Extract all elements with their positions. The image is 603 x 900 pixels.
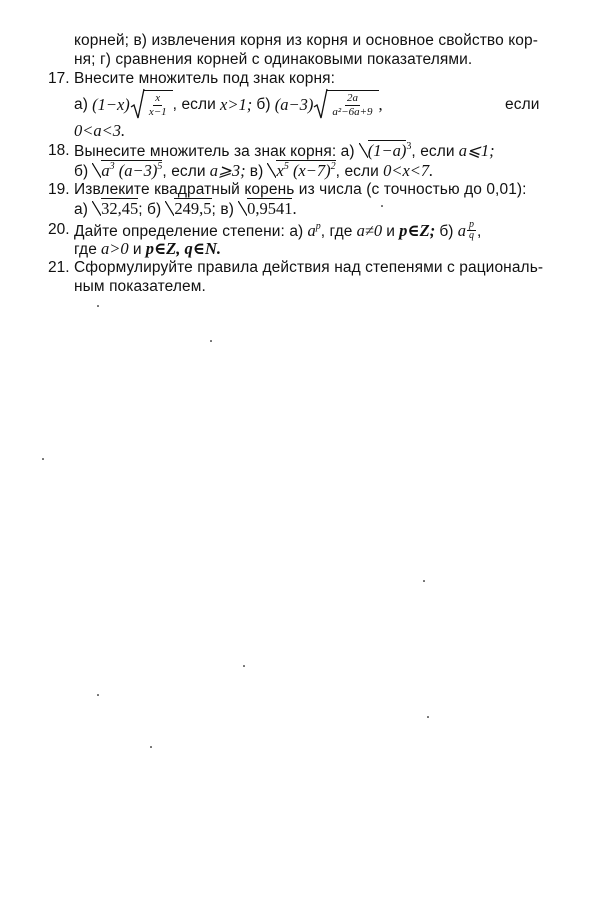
exercise-19c-label: ; в) <box>211 201 234 218</box>
exercise-18c-exponent-2: 2 <box>330 161 336 172</box>
exercise-20b-set-1: p∈Z, <box>145 239 181 258</box>
exercise-17a-inequality: x>1; <box>220 94 253 114</box>
exercise-18-number: 18. <box>48 142 70 159</box>
exercise-17a-label: а) <box>74 95 88 113</box>
exercise-20a-exponent: p <box>315 221 321 232</box>
text-line-2: ня; г) сравнения корней с одинаковыми показателями. <box>74 51 473 68</box>
exercise-18-line-2 <box>74 161 433 181</box>
exercise-20b-where: где <box>74 241 97 258</box>
exercise-18a-inequality: a⩽1; <box>458 141 495 160</box>
exercise-18c-label: в) <box>249 163 264 180</box>
exercise-20-line-1 <box>74 220 481 241</box>
exercise-18b-condition: , если <box>162 163 206 180</box>
exercise-17-number: 17. <box>48 70 70 87</box>
exercise-21-number: 21. <box>48 259 70 276</box>
radical-sign-icon <box>313 88 328 120</box>
scan-speck <box>150 746 152 748</box>
exercise-20a-set: p∈Z; <box>399 221 436 240</box>
scan-speck <box>210 340 212 342</box>
exercise-20b-base: a <box>457 221 466 240</box>
exercise-20-line-2 <box>74 239 221 259</box>
exercise-20a-and: и <box>386 223 396 240</box>
exercise-17a-factor: (1−x) <box>92 94 130 114</box>
exercise-18c-radical <box>267 161 335 180</box>
exercise-17-formula-line: а) (1−x) $\frac{x}{x-1}$ , если x>1; б) (a−3) $\frac{2a}{\text{a²−6a+9}}$ , <box>74 89 383 119</box>
exercise-18b-factor: (a−3) <box>118 161 158 180</box>
exercise-19c-radical <box>238 199 292 218</box>
exercise-20a-inequality: a≠0 <box>356 221 383 240</box>
exercise-19-line-2 <box>74 199 297 219</box>
exercise-18b-inequality: a⩾3; <box>209 161 246 180</box>
exercise-20b-exponent <box>467 220 476 241</box>
exercise-18b-radical <box>92 161 162 180</box>
exercise-19a-value: 32,45 <box>101 199 139 218</box>
exercise-19-text: Извлеките квадратный корень из числа (с точностью до 0,01): <box>74 181 527 198</box>
exercise-18-text: Вынесите множитель за знак корня: а) <box>74 143 355 160</box>
exercise-20b-exponent-q: q <box>468 230 474 241</box>
exercise-18-line-1 <box>74 141 495 161</box>
exercise-17b-numerator: 2a <box>346 91 358 104</box>
exercise-19b-radical <box>165 199 211 218</box>
exercise-17b-condition: если <box>505 96 540 113</box>
exercise-18c-base: x <box>276 161 284 180</box>
exercise-17-text: Внесите множитель под знак корня: <box>74 70 336 87</box>
exercise-20b-label: б) <box>439 223 454 240</box>
scan-speck <box>243 665 245 667</box>
radical-sign-icon <box>130 88 145 120</box>
exercise-18b-base: a <box>101 161 110 180</box>
exercise-20a-condition: , где <box>320 223 353 240</box>
exercise-20b-set-2: q∈N. <box>184 239 222 258</box>
exercise-19-end: . <box>292 199 297 218</box>
exercise-18a-radicand: (1−a) <box>367 141 407 160</box>
exercise-17b-factor: (a−3) <box>274 94 314 114</box>
exercise-20b-inequality: a>0 <box>101 239 129 258</box>
exercise-18b-exponent-2: 5 <box>157 161 163 172</box>
exercise-21-line-1: Сформулируйте правила действия над степенями с рациональ- <box>74 259 544 276</box>
exercise-20b-and: и <box>132 241 142 258</box>
text-line-1: корней; в) извлечения корня из корня и основное свойство кор- <box>74 32 538 49</box>
exercise-20-text: Дайте определение степени: а) <box>74 223 304 240</box>
exercise-21-line-2: ным показателем. <box>74 278 206 295</box>
exercise-18c-inequality: 0<x<7. <box>383 161 434 180</box>
exercise-18c-condition: , если <box>335 163 379 180</box>
exercise-17a-radical <box>130 90 173 119</box>
exercise-17a-denominator: x−1 <box>148 105 167 118</box>
exercise-18c-exponent-1: 5 <box>283 161 289 172</box>
exercise-20a-base: a <box>307 221 316 240</box>
exercise-19b-value: 249,5 <box>174 199 212 218</box>
scan-speck <box>42 458 44 460</box>
exercise-17b-inequality: 0<a<3. <box>74 121 126 140</box>
exercise-18a-exponent: 3 <box>406 141 412 152</box>
scan-speck <box>427 716 429 718</box>
exercise-20b-exponent-p: p <box>468 219 474 230</box>
scan-speck <box>97 694 99 696</box>
exercise-17b-denominator: a²−6a+9 <box>332 105 373 118</box>
scan-speck <box>423 580 425 582</box>
exercise-18b-exponent-1: 3 <box>109 161 115 172</box>
exercise-19c-value: 0,9541 <box>247 199 293 218</box>
exercise-18a-condition: , если <box>411 143 455 160</box>
exercise-17b-radical <box>313 90 378 119</box>
exercise-19-number: 19. <box>48 181 70 198</box>
exercise-18c-factor: (x−7) <box>292 161 331 180</box>
scan-speck <box>381 205 383 207</box>
exercise-17a-condition: , если <box>172 95 216 113</box>
scan-speck <box>97 305 99 307</box>
exercise-20-number: 20. <box>48 221 70 238</box>
exercise-19a-label: а) <box>74 201 88 218</box>
exercise-19b-label: ; б) <box>138 201 162 218</box>
exercise-18a-radical <box>359 141 412 160</box>
exercise-18b-label: б) <box>74 163 89 180</box>
exercise-19a-radical <box>92 199 138 218</box>
exercise-17b-label: б) <box>256 95 271 113</box>
exercise-17a-numerator: x <box>155 91 161 104</box>
exercise-20b-comma: , <box>476 223 482 240</box>
